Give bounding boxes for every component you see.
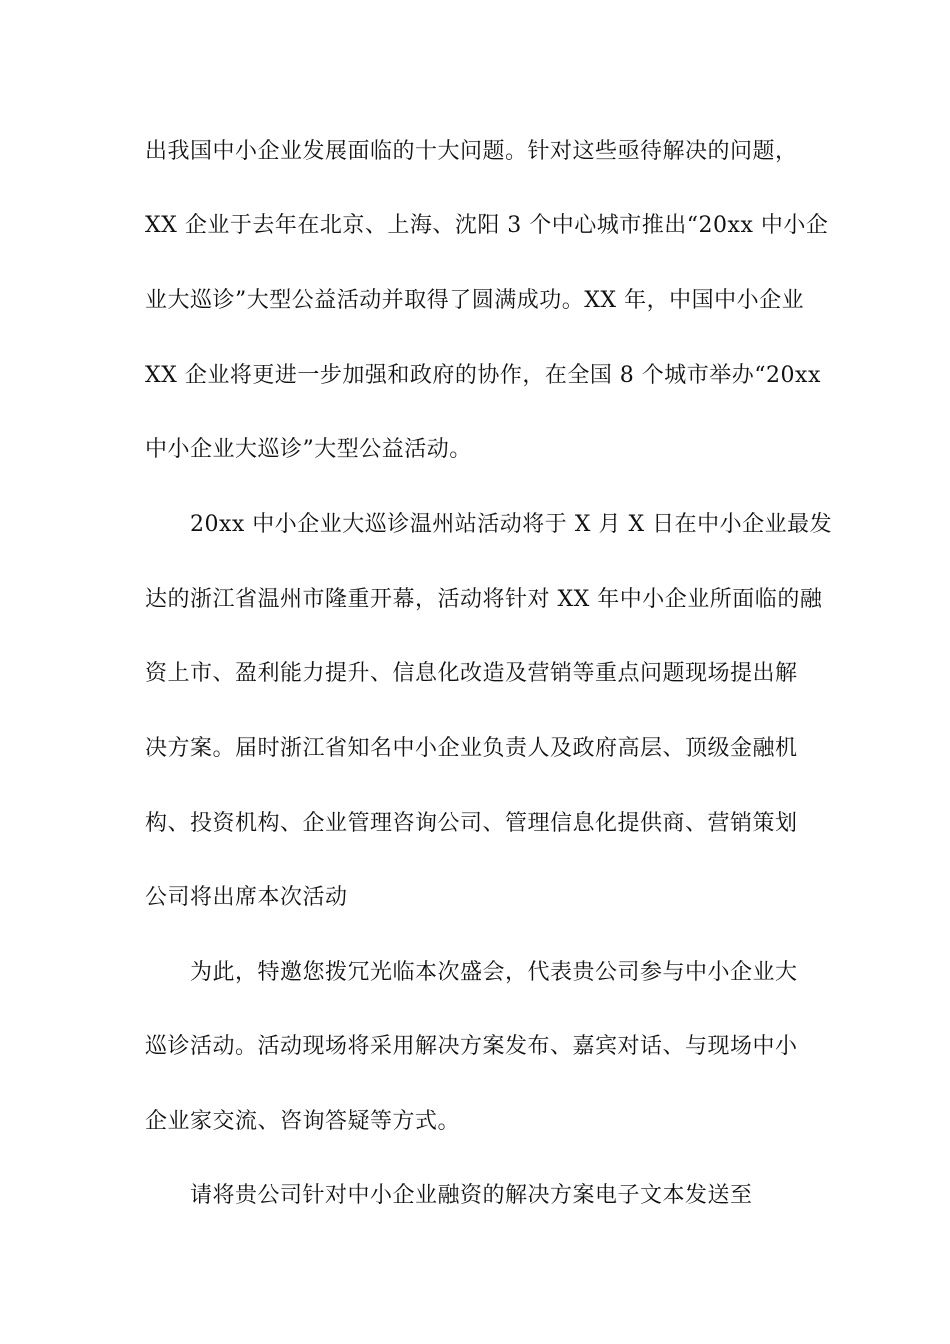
paragraph-start-line: 为此，特邀您拨冗光临本次盛会，代表贵公司参与中小企业大 [190,960,798,985]
text-line: 决方案。届时浙江省知名中小企业负责人及政府高层、顶级金融机 [145,736,798,761]
text-line: 出我国中小企业发展面临的十大问题。针对这些亟待解决的问题， [145,139,798,164]
paragraph-start-line: 请将贵公司针对中小企业融资的解决方案电子文本发送至 [190,1183,753,1208]
text-line: 企业家交流、咨询答疑等方式。 [145,1109,461,1134]
text-line: 达的浙江省温州市隆重开幕，活动将针对 XX 年中小企业所面临的融 [145,587,823,612]
text-line: 业大巡诊”大型公益活动并取得了圆满成功。XX 年，中国中小企业 [145,288,805,313]
text-line: 公司将出席本次活动 [145,885,348,910]
text-line: 中小企业大巡诊”大型公益活动。 [145,437,472,462]
text-line: XX 企业将更进一步加强和政府的协作，在全国 8 个城市举办“20xx [145,363,821,388]
paragraph-start-line: 20xx 中小企业大巡诊温州站活动将于 X 月 X 日在中小企业最发 [190,512,833,537]
text-line: 巡诊活动。活动现场将采用解决方案发布、嘉宾对话、与现场中小 [145,1034,798,1059]
text-line: 构、投资机构、企业管理咨询公司、管理信息化提供商、营销策划 [145,811,798,836]
text-line: 资上市、盈利能力提升、信息化改造及营销等重点问题现场提出解 [145,661,798,686]
text-line: XX 企业于去年在北京、上海、沈阳 3 个中心城市推出“20xx 中小企 [145,213,829,238]
